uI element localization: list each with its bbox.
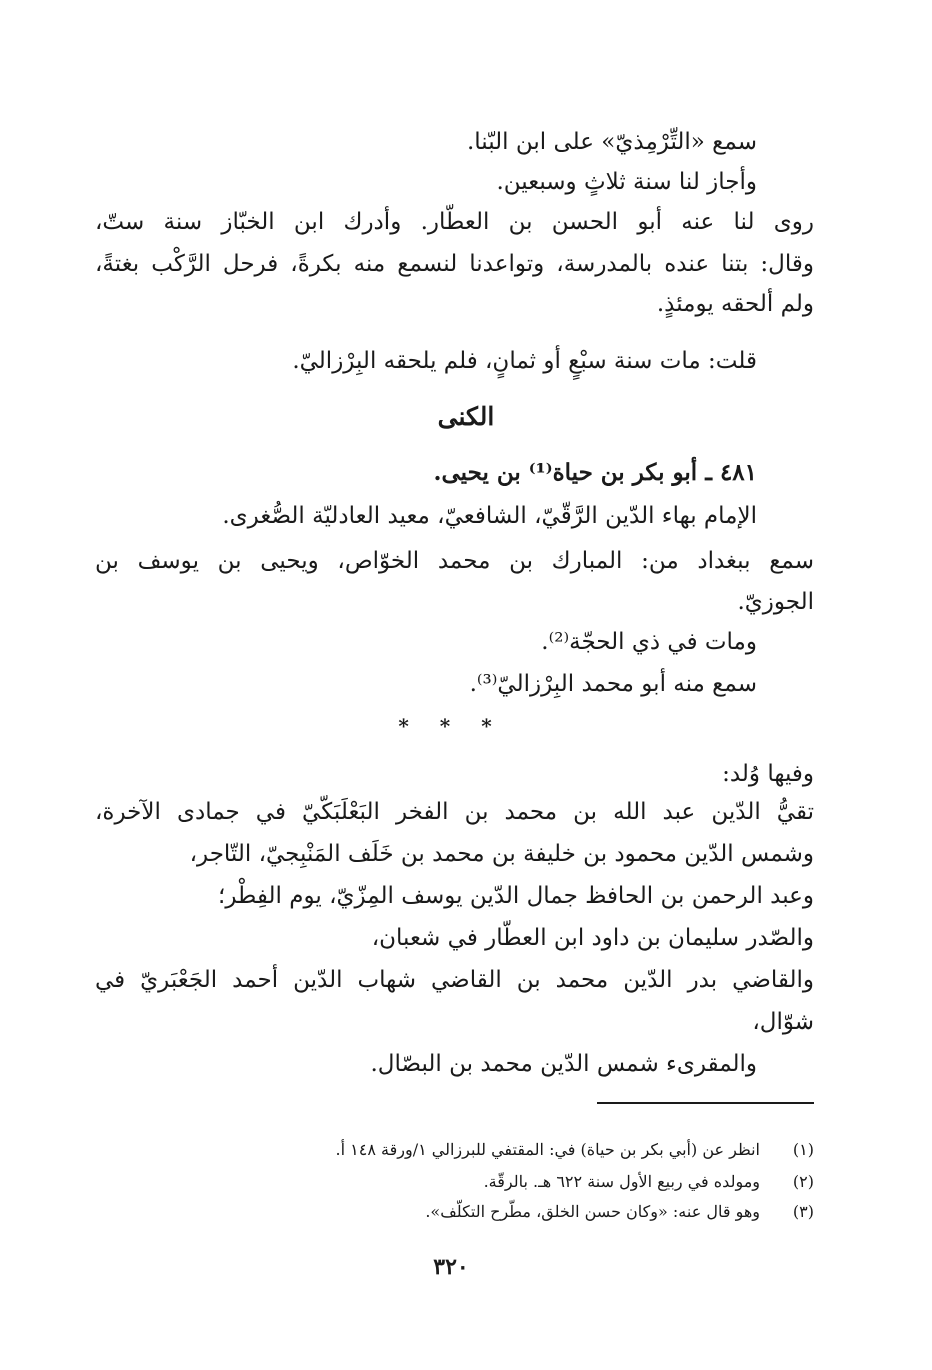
entry-line: سمع منه أبو محمد البِرْزاليّ⁽³⁾. [469, 671, 757, 697]
births-line: وعبد الرحمن بن الحافظ جمال الدّين يوسف المِزّيّ، يوم الفِطْر؛ [218, 883, 814, 909]
footnote [425, 1200, 814, 1224]
footnote-text: وهو قال عنه: «وكان حسن الخلق، مطّرح التكلّف». [425, 1202, 760, 1221]
footnote-rule [597, 1102, 814, 1104]
footnote [336, 1138, 814, 1162]
births-line: والقاضي بدر الدّين محمد بن القاضي شهاب الدّين أحمد الجَعْبَريّ في [95, 967, 814, 993]
body-line: وأجاز لنا سنة ثلاثٍ وسبعين. [496, 169, 757, 195]
births-line: وشمس الدّين محمود بن خليفة بن محمد بن خَلَف المَنْبِجيّ، التّاجر، [189, 841, 814, 867]
section-heading: الكنى [437, 402, 495, 431]
body-line: وقال: بتنا عنده بالمدرسة، وتواعدنا لنسمع منه بكرةً، فرحل الرَّكْب بغتةً، [95, 251, 814, 277]
body-line: سمع «التِّرْمِذيّ» على ابن البّنا. [466, 129, 757, 155]
footnote-number: (١) [792, 1140, 814, 1159]
entry-line: ومات في ذي الحجّة⁽²⁾. [541, 629, 757, 655]
footnote-number: (٣) [792, 1202, 814, 1221]
footnote-text: ومولده في ربيع الأول سنة ٦٢٢ هـ. بالرقّة. [483, 1172, 760, 1191]
entry-line: سمع ببغداد من: المبارك بن محمد الخوّاص، ويحيى بن يوسف بن [95, 548, 814, 574]
births-line: شوّال، [752, 1009, 814, 1035]
entry-line: الإمام بهاء الدّين الرَّقّيّ، الشافعيّ، معيد العادليّة الصُّغرى. [222, 503, 757, 529]
footnote [484, 1170, 814, 1194]
births-line: والمقرىء شمس الدّين محمد بن البصّال. [370, 1051, 757, 1077]
births-line: تقيُّ الدّين عبد الله بن محمد بن الفخر البَعْلَبَكّيّ في جمادى الآخرة، [95, 799, 814, 825]
body-line: ولم ألحقه يومئذٍ. [656, 291, 814, 317]
footnote-text: انظر عن (أبي بكر بن حياة) في: المقتفي للبرزالي ١/ورقة ١٤٨ أ. [335, 1140, 760, 1159]
footnote-number: (٢) [792, 1172, 814, 1191]
separator-stars: * * * [398, 714, 504, 738]
entry-line: الجوزيّ. [737, 589, 814, 615]
births-intro: وفيها وُلد: [722, 761, 814, 787]
page-number: ٣٢٠ [433, 1254, 469, 1280]
body-line: قلت: مات سنة سبْعٍ أو ثمانٍ، فلم يلحقه البِرْزاليّ. [292, 348, 757, 374]
entry-title: ٤٨١ ـ أبو بكر بن حياة⁽¹⁾ بن يحيى. [433, 459, 757, 486]
births-line: والصّدر سليمان بن داود ابن العطّار في شعبان، [371, 925, 814, 951]
body-line: روى لنا عنه أبو الحسن بن العطّار. وأدرك ابن الخبّاز سنة ستّ، [95, 209, 814, 235]
